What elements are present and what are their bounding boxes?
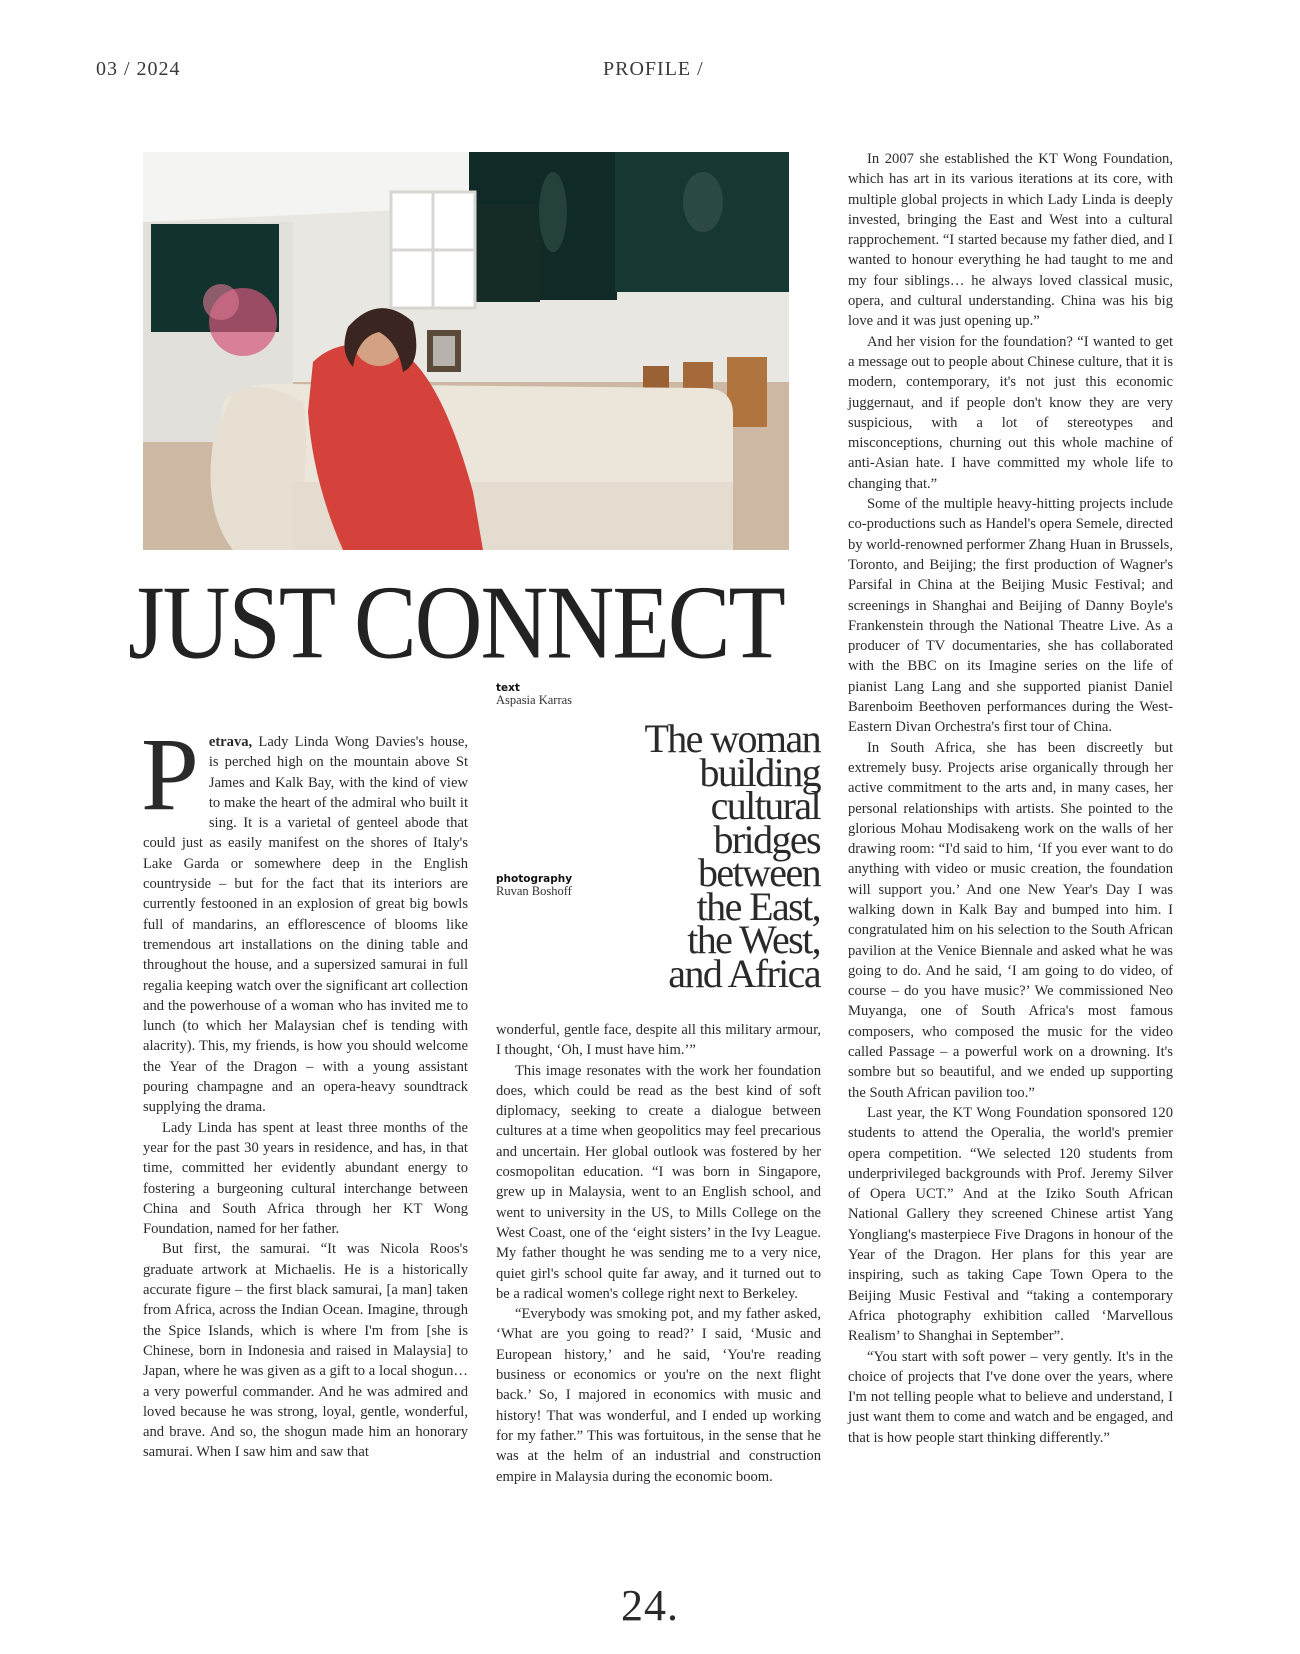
article-column-2 (496, 1020, 821, 1487)
paragraph: In South Africa, she has been discreetly but extremely busy. Projects arise organically through her active commitment to the arts and, in many cases, her personal relationships with artists. She pointed to the glorious Mohau Modisakeng work on the walls of her drawing room: “I'd said to him, ‘If you ever want to do anything with video or music creation, the foundation will support you.’ And one New Year's Day I was walking down in Kalk Bay and bumped into him. I congratulated him on his selection to the South African pavilion at the Venice Biennale and asked what he was going to do. And he said, ‘I am going to do video, of course – do you have music?’ We commissioned Neo Muyanga, one of South Africa's most famous composers, who composed the music for the video called Passage – a powerful work on a drowning. It's sombre but so beautiful, and we ended up supporting the South African pavilion too.” (848, 739, 1173, 1101)
paragraph: Some of the multiple heavy-hitting projects include co-productions such as Handel's opera Semele, directed by world-renowned performer Zhang Huan in Brussels, Toronto, and Beijing; the first production of Wagner's Parsifal in China at the Beijing Music Festival; and screenings in Shanghai and Beijing of Danny Boyle's Frankenstein through the National Theatre Live. As a producer of TV documentaries, she has collaborated with the BBC on its Imagine series on the life of pianist Lang Lang and she supported pianist Daniel Barenboim Beethoven performances during the West-Eastern Divan Orchestra's first tour of China. (848, 496, 1173, 736)
paragraph: And her vision for the foundation? “I wanted to get a message out to people about Chinese culture, that it is modern, contemporary, it's not just this economic juggernaut, and if people don't know they are very suspicious, with a lot of stereotypes and misconceptions, churning out this whole machine of anti-Asian hate. I have committed my whole life to changing that.” (848, 333, 1173, 492)
paragraph: In 2007 she established the KT Wong Foundation, which has art in its various iterations at its core, with multiple global projects in which Lady Linda is deeply invested, bringing the East and West into a cultural rapprochement. “I started because my father died, and I wanted to honour everything he had taught to me and my four siblings… he always loved classical music, opera, and cultural understanding. China was his big love and it was just opening up.” (848, 151, 1173, 330)
text-credit-role: text (496, 682, 520, 694)
issue-date: 03 / 2024 (96, 58, 181, 80)
drop-cap: P (141, 717, 199, 832)
pull-quote-line: bridges (713, 816, 820, 862)
paragraph: Last year, the KT Wong Foundation sponsored 120 students to attend the Operalia, the world's premier opera competition. “We selected 120 students from underprivileged backgrounds with Prof. Jeremy Silver of Opera UCT.” And at the Iziko South African National Gallery they screened Chinese artist Yang Yongliang's masterpiece Five Dragons in honour of the Year of the Dragon. Her plans for this year are inspiring, such as taking Cape Town Opera to the Beijing Music Festival and “taking a contemporary Africa photography exhibition called ‘Marvellous Realism’ to Shanghai in September”. (848, 1104, 1173, 1345)
photo-credit-name: Ruvan Boshoff (496, 884, 572, 898)
article-column-1 (141, 717, 468, 1463)
pull-quote-line: The woman (644, 716, 820, 761)
paragraph (141, 717, 468, 1118)
pull-quote-line: the East, (696, 883, 820, 929)
paragraph-text: Lady Linda Wong Davies's house, is perched high on the mountain above St James and Kalk Bay, with the kind of view to make the heart of the admiral who built it sing. It is a varietal of genteel abode that could just as easily manifest on the shores of Italy's Lake Garda or somewhere deep in the English countryside – but for the fact that its interiors are currently festooned in an explosion of great big bowls full of mandarins, an efflorescence of blooms like tremendous art installations on the dining table and throughout the house, and a supersized samurai in full regalia keeping watch over the significant art collection and the powerhouse of a woman who has invited me to lunch (to which her Malaysian chef is tending with alacrity). This, my friends, is how you should welcome the Year of the Dragon – with a young assistant pouring champagne and an opera-heavy soundtrack supplying the drama. (143, 734, 468, 1116)
headline: JUST CONNECT (128, 564, 784, 681)
pull-quote-line: the West, (687, 917, 820, 962)
paragraph: Lady Linda has spent at least three months of the year for the past 30 years in residence, and has, in that time, committed her evidently abundant energy to fostering a burgeoning cultural interchange between China and South Africa through her KT Wong Foundation, named for her father. (143, 1119, 468, 1238)
paragraph: This image resonates with the work her foundation does, which could be read as the best kind of soft diplomacy, seeking to create a dialogue between cultures at a time when geopolitics may feel precarious and uncertain. Her global outlook was fostered by her cosmopolitan education. “I was born in Singapore, grew up in Malaysia, went to an English school, and went to university in the US, to Mills College on the West Coast, one of the ‘eight sisters’ in the Ivy League. My father thought he was sending me to a very nice, quiet girl's school quite far away, and it turned out to be a radical women's college right next to Berkeley. (496, 1062, 821, 1302)
photo-credit (496, 873, 572, 897)
pull-quote-line: building (699, 749, 820, 795)
photo-credit-role: photography (496, 873, 573, 885)
lead-word: etrava, (208, 734, 253, 750)
paragraph: “You start with soft power – very gently. It's in the choice of projects that I've done over the years, where I'm not telling people what to believe and understand, I just want them to come and watch and be engaged, and that is how people start thinking differently.” (848, 1348, 1173, 1446)
section-label: PROFILE / (603, 58, 704, 80)
portrait-photo (143, 152, 789, 550)
text-credit-name: Aspasia Karras (496, 693, 573, 707)
pull-quote (600, 716, 820, 996)
page-number: 24. (621, 1581, 679, 1630)
article-column-3 (848, 149, 1173, 1448)
paragraph: “Everybody was smoking pot, and my father asked, ‘What are you going to read?’ I said, ‘Music and European history,’ and he said, ‘You're reading business or economics or you're on the next flight back.’ So, I majored in economics with music and history! That was wonderful, and I ended up working for my father.” This was fortuitous, in the sense that he was at the helm of an industrial and construction empire in Malaysia during the economic boom. (496, 1306, 821, 1485)
paragraph: wonderful, gentle face, despite all this military armour, I thought, ‘Oh, I must have him.’” (496, 1022, 821, 1059)
pull-quote-line: and Africa (668, 950, 820, 996)
pull-quote-line: between (697, 850, 820, 895)
text-credit (496, 682, 572, 706)
pull-quote-line: cultural (710, 783, 820, 828)
paragraph: But first, the samurai. “It was Nicola Roos's graduate artwork at Michaelis. He is a historically accurate figure – the first black samurai, [a man] taken from Africa, across the Indian Ocean. Imagine, through the Spice Islands, which is where I'm from [she is Chinese, born in Indonesia and raised in Malaysia] to Japan, where he was given as a gift to a local shogun… a very powerful commander. And he was admired and loved because he was strong, loyal, gentle, wonderful, and brave. And so, the shogun made him an honorary samurai. When I saw him and saw that (143, 1241, 468, 1461)
